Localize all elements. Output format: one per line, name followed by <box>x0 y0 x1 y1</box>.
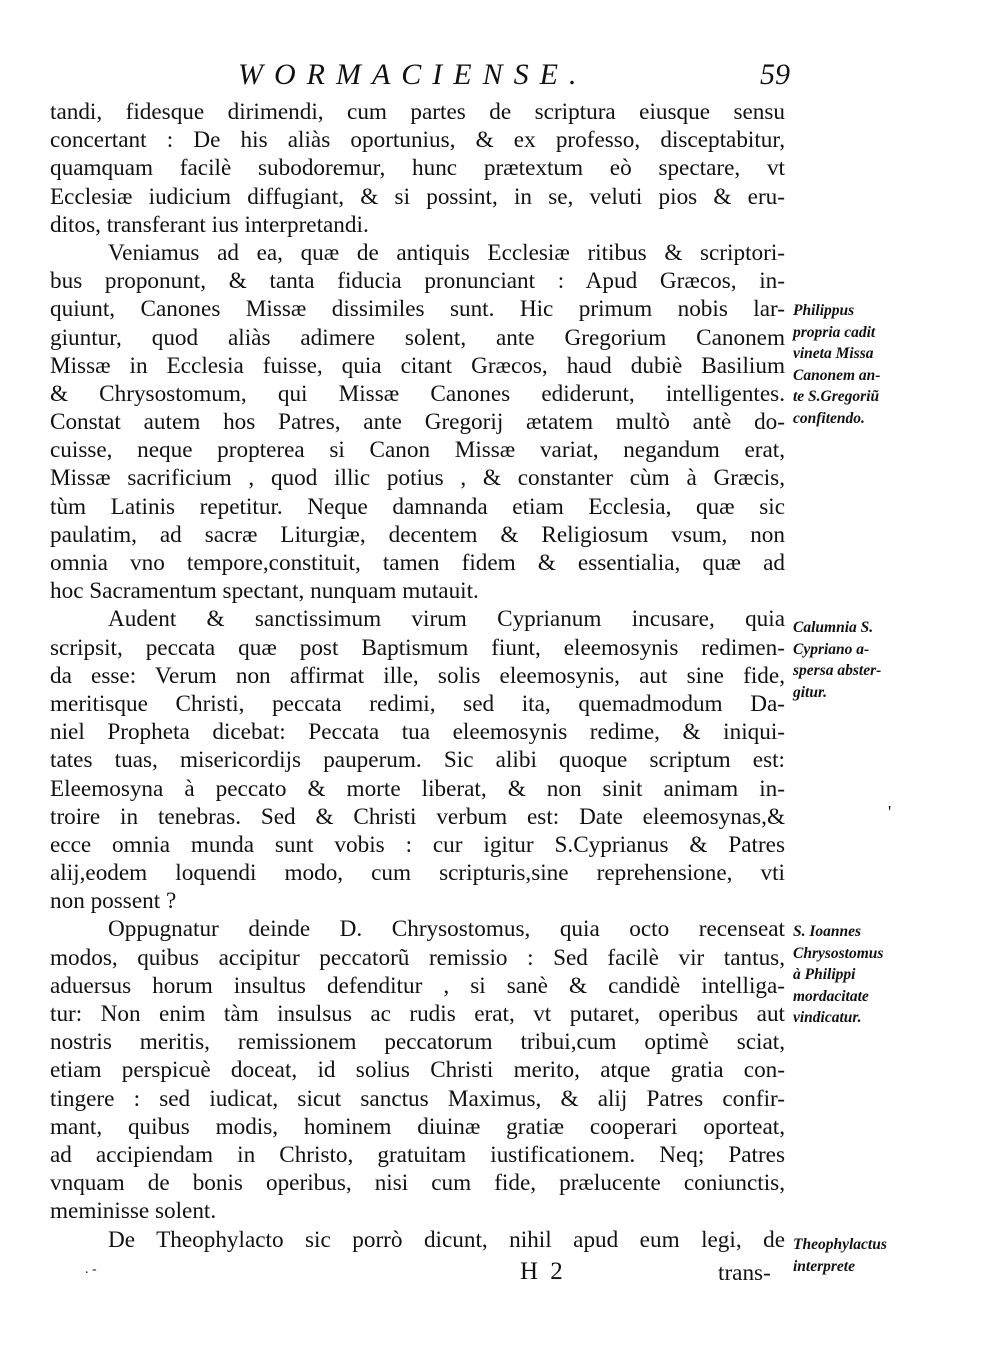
margin-note-line: Cypriano a- <box>793 640 870 658</box>
text-line: da esse: Verum non affirmat ille, solis eleemosynis, aut sine fide, <box>50 662 785 689</box>
margin-note-line: Canonem an- <box>793 366 881 384</box>
text-line: tates tuas, misericordijs pauperum. Sic alibi quoque scriptum est: <box>50 747 785 774</box>
text-line: etiam perspicuè doceat, id solius Christi merito, atque gratia con- <box>50 1057 785 1084</box>
margin-note-line: spersa abster- <box>793 662 882 679</box>
margin-note-line: vineta Missa <box>793 345 874 362</box>
paragraph-start-line: Audent & sanctissimum virum Cyprianum incusare, quia <box>108 606 785 633</box>
text-line: giuntur, quod aliàs adimere solent, ante Gregorium Canonem <box>50 324 785 351</box>
text-line: hoc Sacramentum spectant, nunquam mutauit. <box>50 578 479 605</box>
margin-note-philippus <box>793 300 953 429</box>
text-line: ditos, transferant ius interpretandi. <box>50 211 369 238</box>
text-line: concertant : De his aliàs oportunius, & ex professo, disceptabitur, <box>50 127 785 154</box>
margin-note-line: confitendo. <box>793 409 865 427</box>
text-line: quamquam facilè subodoremur, hunc prætextum eò spectare, vt <box>50 155 785 182</box>
margin-note-line: S. Ioannes <box>793 923 862 940</box>
paragraph-start-line: Oppugnatur deinde D. Chrysostomus, quia octo recenseat <box>108 916 785 943</box>
margin-note-line: Chrysostomus <box>793 944 884 962</box>
margin-note-line: Philippus <box>793 302 855 319</box>
margin-note-line: Calumnia S. <box>793 619 874 636</box>
text-line: meminisse solent. <box>50 1198 217 1225</box>
text-line: tingere : sed iudicat, sicut sanctus Maximus, & alij Patres confir- <box>50 1085 785 1112</box>
margin-note-line: propria cadit <box>793 323 876 341</box>
margin-note-line: gitur. <box>793 683 828 701</box>
main-text-column <box>50 98 785 1254</box>
text-line: troire in tenebras. Sed & Christi verbum est: Date eleemosynas,& <box>50 803 785 830</box>
text-line: ecce omnia munda sunt vobis : cur igitur S.Cyprianus & Patres <box>50 831 785 858</box>
text-line: paulatim, ad sacræ Liturgiæ, decentem & Religiosum vsum, non <box>50 521 785 548</box>
text-line: Missæ sacrificium , quod illic potius , & constanter cùm à Græcis, <box>50 465 785 492</box>
text-line: non possent ? <box>50 888 177 915</box>
margin-note-line: à Philippi <box>793 966 856 983</box>
margin-note-line: mordacitate <box>793 987 869 1005</box>
margin-note-line: te S.Gregoriũ <box>793 388 880 405</box>
text-line: Eleemosyna à peccato & morte liberat, & non sinit animam in- <box>50 775 785 802</box>
text-line: Constat autem hos Patres, ante Gregorij ætatem multò antè do- <box>50 409 785 436</box>
text-line: ad accipiendam in Christo, gratuitam iustificationem. Neq; Patres <box>50 1141 785 1168</box>
text-line: aduersus horum insultus defenditur , si sanè & candidè intelliga- <box>50 972 785 999</box>
text-line: vnquam de bonis operibus, nisi cum fide, prælucente coniunctis, <box>50 1170 785 1197</box>
text-line: tùm Latinis repetitur. Neque damnanda etiam Ecclesia, quæ sic <box>50 493 785 520</box>
catchword: trans- <box>718 1260 771 1286</box>
text-line: alij,eodem loquendi modo, cum scripturis,sine reprehensione, vti <box>50 860 785 887</box>
margin-note-cyprianus <box>793 617 953 703</box>
margin-note-theophylactus <box>793 1234 953 1277</box>
text-line: mant, quibus modis, hominem diuinæ gratiæ cooperari oporteat, <box>50 1113 785 1140</box>
text-line: Ecclesiæ iudicium diffugiant, & si possint, in se, veluti pios & eru- <box>50 183 785 210</box>
paragraph-start-line: Veniamus ad ea, quæ de antiquis Ecclesiæ ritibus & scriptori- <box>108 239 785 266</box>
text-line: bus proponunt, & tanta fiducia pronunciant : Apud Græcos, in- <box>50 268 785 295</box>
text-line: cuisse, neque propterea si Canon Missæ variat, negandum erat, <box>50 437 785 464</box>
margin-note-line: Theophylactus <box>793 1236 887 1253</box>
text-line: quiunt, Canones Missæ dissimiles sunt. Hic primum nobis lar- <box>50 296 785 323</box>
text-line: omnia vno tempore,constituit, tamen fidem & essentialia, quæ ad <box>50 550 785 576</box>
stray-mark: ' <box>888 802 892 822</box>
footer-dots: . - <box>85 1262 97 1277</box>
text-line: modos, quibus accipitur peccatorũ remissio : Sed facilè vir tantus, <box>50 944 785 971</box>
page-number: 59 <box>760 58 790 91</box>
margin-note-line: vindicatur. <box>793 1009 862 1026</box>
text-line: tur: Non enim tàm insulsus ac rudis erat, vt putaret, operibus aut <box>50 1001 785 1027</box>
text-line: meritisque Christi, peccata redimi, sed ita, quemadmodum Da- <box>50 690 785 717</box>
text-line: niel Propheta dicebat: Peccata tua eleemosynis redime, & iniqui- <box>50 719 785 746</box>
text-line: Missæ in Ecclesia fuisse, quia citant Græcos, haud dubiè Basilium <box>50 352 785 379</box>
text-line: & Chrysostomum, qui Missæ Canones ediderunt, intelligentes. <box>50 380 785 407</box>
page-header <box>50 58 790 92</box>
margin-note-chrysostomus <box>793 921 953 1029</box>
text-line: scripsit, peccata quæ post Baptismum fiunt, eleemosynis redimen- <box>50 634 785 661</box>
running-title: WORMACIENSE. <box>238 58 588 91</box>
margin-note-line: interprete <box>793 1257 855 1275</box>
signature-mark: H 2 <box>520 1258 566 1285</box>
text-line: nostris meritis, remissionem peccatorum tribui,cum optimè sciat, <box>50 1029 785 1056</box>
text-line: tandi, fidesque dirimendi, cum partes de scriptura eiusque sensu <box>50 99 785 125</box>
paragraph-start-line: De Theophylacto sic porrò dicunt, nihil apud eum legi, de <box>108 1226 785 1253</box>
